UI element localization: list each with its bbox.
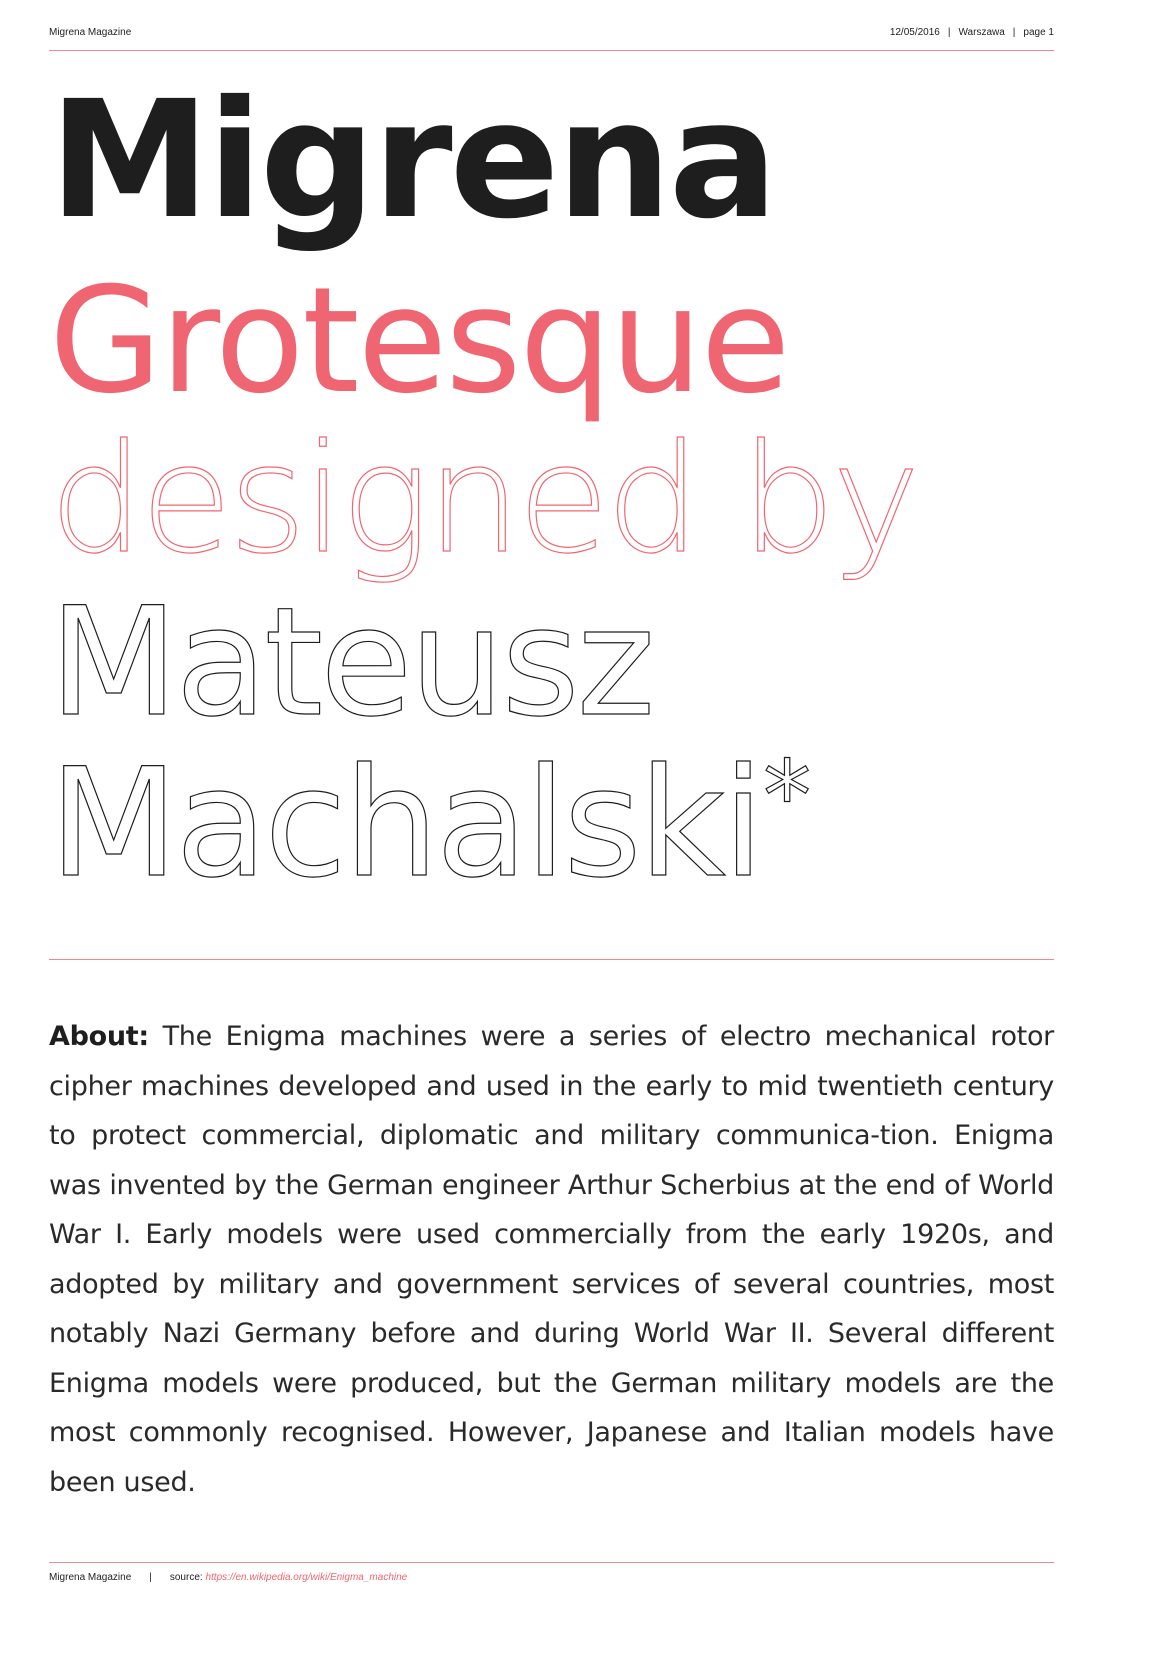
about-label: About: [49,1021,149,1052]
footer-source-link[interactable]: https://en.wikipedia.org/wiki/Enigma_machine [205,1572,408,1583]
title-machalski-text: Machalski [49,737,762,911]
title-grotesque: Grotesque [49,256,789,426]
page-footer [49,1562,1054,1583]
about-paragraph [49,1012,1054,1507]
title-mateusz: Mateusz [49,576,653,750]
about-text: The Enigma machines were a series of electro mechanical rotor cipher machines developed and used in the early to mid twentieth century to protect commercial, diplomatic and military communica-tion. Enigma was invented by the German engineer Arthur Scherbius at the end of World War I. Early models were used commercially from the early 1920s, and adopted by military and government services of several countries, most notably Nazi Germany before and during World War II. Several different Enigma models were produced, but the German military models are the most commonly recognised. However, Japanese and Italian models have been used. [49,1021,1054,1498]
footer-brand: Migrena Magazine [49,1572,132,1583]
header-separator: | [947,27,951,38]
footer-source-label: source: [169,1572,203,1583]
header-date: 12/05/2016 [889,27,940,38]
header-meta [890,27,1054,38]
header-separator: | [1012,27,1016,38]
section-divider [49,959,1054,960]
page-header [49,24,1054,51]
title-migrena: Migrena [49,67,776,255]
header-page-number: page 1 [1023,27,1054,38]
title-designed-by: designed by [49,413,917,587]
header-city: Warszawa [958,27,1005,38]
footer-separator: | [149,1572,152,1583]
header-brand: Migrena Magazine [49,27,132,38]
title-asterisk: * [763,740,809,852]
title-machalski [49,737,809,911]
